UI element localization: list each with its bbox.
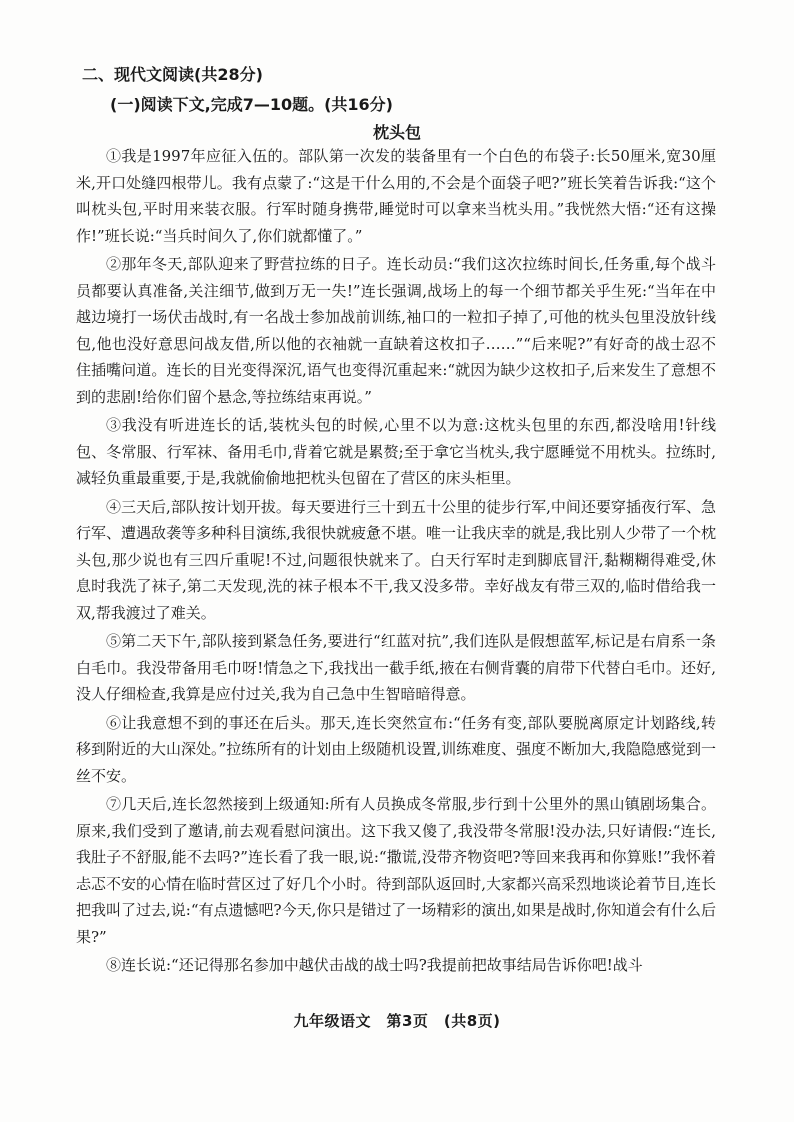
paragraph-3: ③我没有听进连长的话,装枕头包的时候,心里不以为意:这枕头包里的东西,都没啥用!针线包、冬常服、行军袜、备用毛巾,背着它就是累赘;至于拿它当枕头,我宁愿睡觉不用枕头。拉练时,减轻负重最重要,于是,我就偷偷地把枕头包留在了营区的床头柜里。 [76, 416, 716, 487]
paragraph-6: ⑥让我意想不到的事还在后头。那天,连长突然宣布:“任务有变,部队要脱离原定计划路线,转移到附近的大山深处。”拉练所有的计划由上级随机设置,训练难度、强度不断加大,我隐隐感觉到一丝不安。 [76, 713, 716, 785]
article-body [76, 143, 716, 981]
paragraph-4: ④三天后,部队按计划开拔。每天要进行三十到五十公里的徒步行军,中间还要穿插夜行军、急行军、遭遇敌袭等多种科目演练,我很快就疲惫不堪。唯一让我庆幸的就是,我比别人少带了一个枕头包,那少说也有三四斤重呢!不过,问题很快就来了。白天行军时走到脚底冒汗,黏糊糊得难受,休息时我洗了袜子,第二天发现,洗的袜子根本不干,我又没多带。幸好战友有带三双的,临时借给我一双,帮我渡过了难关。 [76, 497, 716, 622]
paragraph-2: ②那年冬天,部队迎来了野营拉练的日子。连长动员:“我们这次拉练时间长,任务重,每个战斗员都要认真准备,关注细节,做到万无一失!”连长强调,战场上的每一个细节都关乎生死:“当年在中越边境打一场伏击战时,有一名战士参加战前训练,袖口的一粒扣子掉了,可他的枕头包里没放针线包,他也没好意思问战友借,所以他的衣袖就一直缺着这枚扣子……”“后来呢?”有好奇的战士忍不住插嘴问道。连长的目光变得深沉,语气也变得沉重起来:“就因为缺少这枚扣子,后来发生了意想不到的悲剧!给你们留个悬念,等拉练结束再说。” [76, 255, 716, 406]
article-title: 枕头包 [372, 123, 421, 142]
paragraph-7: ⑦几天后,连长忽然接到上级通知:所有人员换成冬常服,步行到十公里外的黑山镇剧场集合。原来,我们受到了邀请,前去观看慰问演出。这下我又傻了,我没带冬常服!没办法,只好请假:“连长,我肚子不舒服,能不去吗?”连长看了我一眼,说:“撒谎,没带齐物资吧?等回来我再和你算账!”我怀着忐忑不安的心情在临时营区过了好几个小时。待到部队返回时,大家都兴高采烈地谈论着节目,连长把我叫了过去,说:“有点遗憾吧?今天,你只是错过了一场精彩的演出,如果是战时,你知道会有什么后果?” [76, 795, 716, 946]
paragraph-5: ⑤第二天下午,部队接到紧急任务,要进行“红蓝对抗”,我们连队是假想蓝军,标记是右肩系一条白毛巾。我没带备用毛巾呀!情急之下,我找出一截手纸,掖在右侧背囊的肩带下代替白毛巾。还好,没人仔细检查,我算是应付过关,我为自己急中生智暗暗得意。 [76, 632, 716, 703]
page-footer: 九年级语文 第3页 (共8页) [293, 1012, 501, 1030]
paragraph-8: ⑧连长说:“还记得那名参加中越伏击战的战士吗?我提前把故事结局告诉你吧!战斗 [106, 956, 643, 974]
section-heading: 二、现代文阅读(共28分) [82, 65, 263, 84]
question-instructions: (一)阅读下文,完成7—10题。(共16分) [110, 95, 393, 114]
paragraph-1: ①我是1997年应征入伍的。部队第一次发的装备里有一个白色的布袋子:长50厘米,宽30厘米,开口处缝四根带儿。我有点蒙了:“这是干什么用的,不会是个面袋子吧?”班长笑着告诉我:“这个叫枕头包,平时用来装衣服。行军时随身携带,睡觉时可以拿来当枕头用。”我恍然大悟:“还有这操作!”班长说:“当兵时间久了,你们就都懂了。” [76, 147, 716, 245]
